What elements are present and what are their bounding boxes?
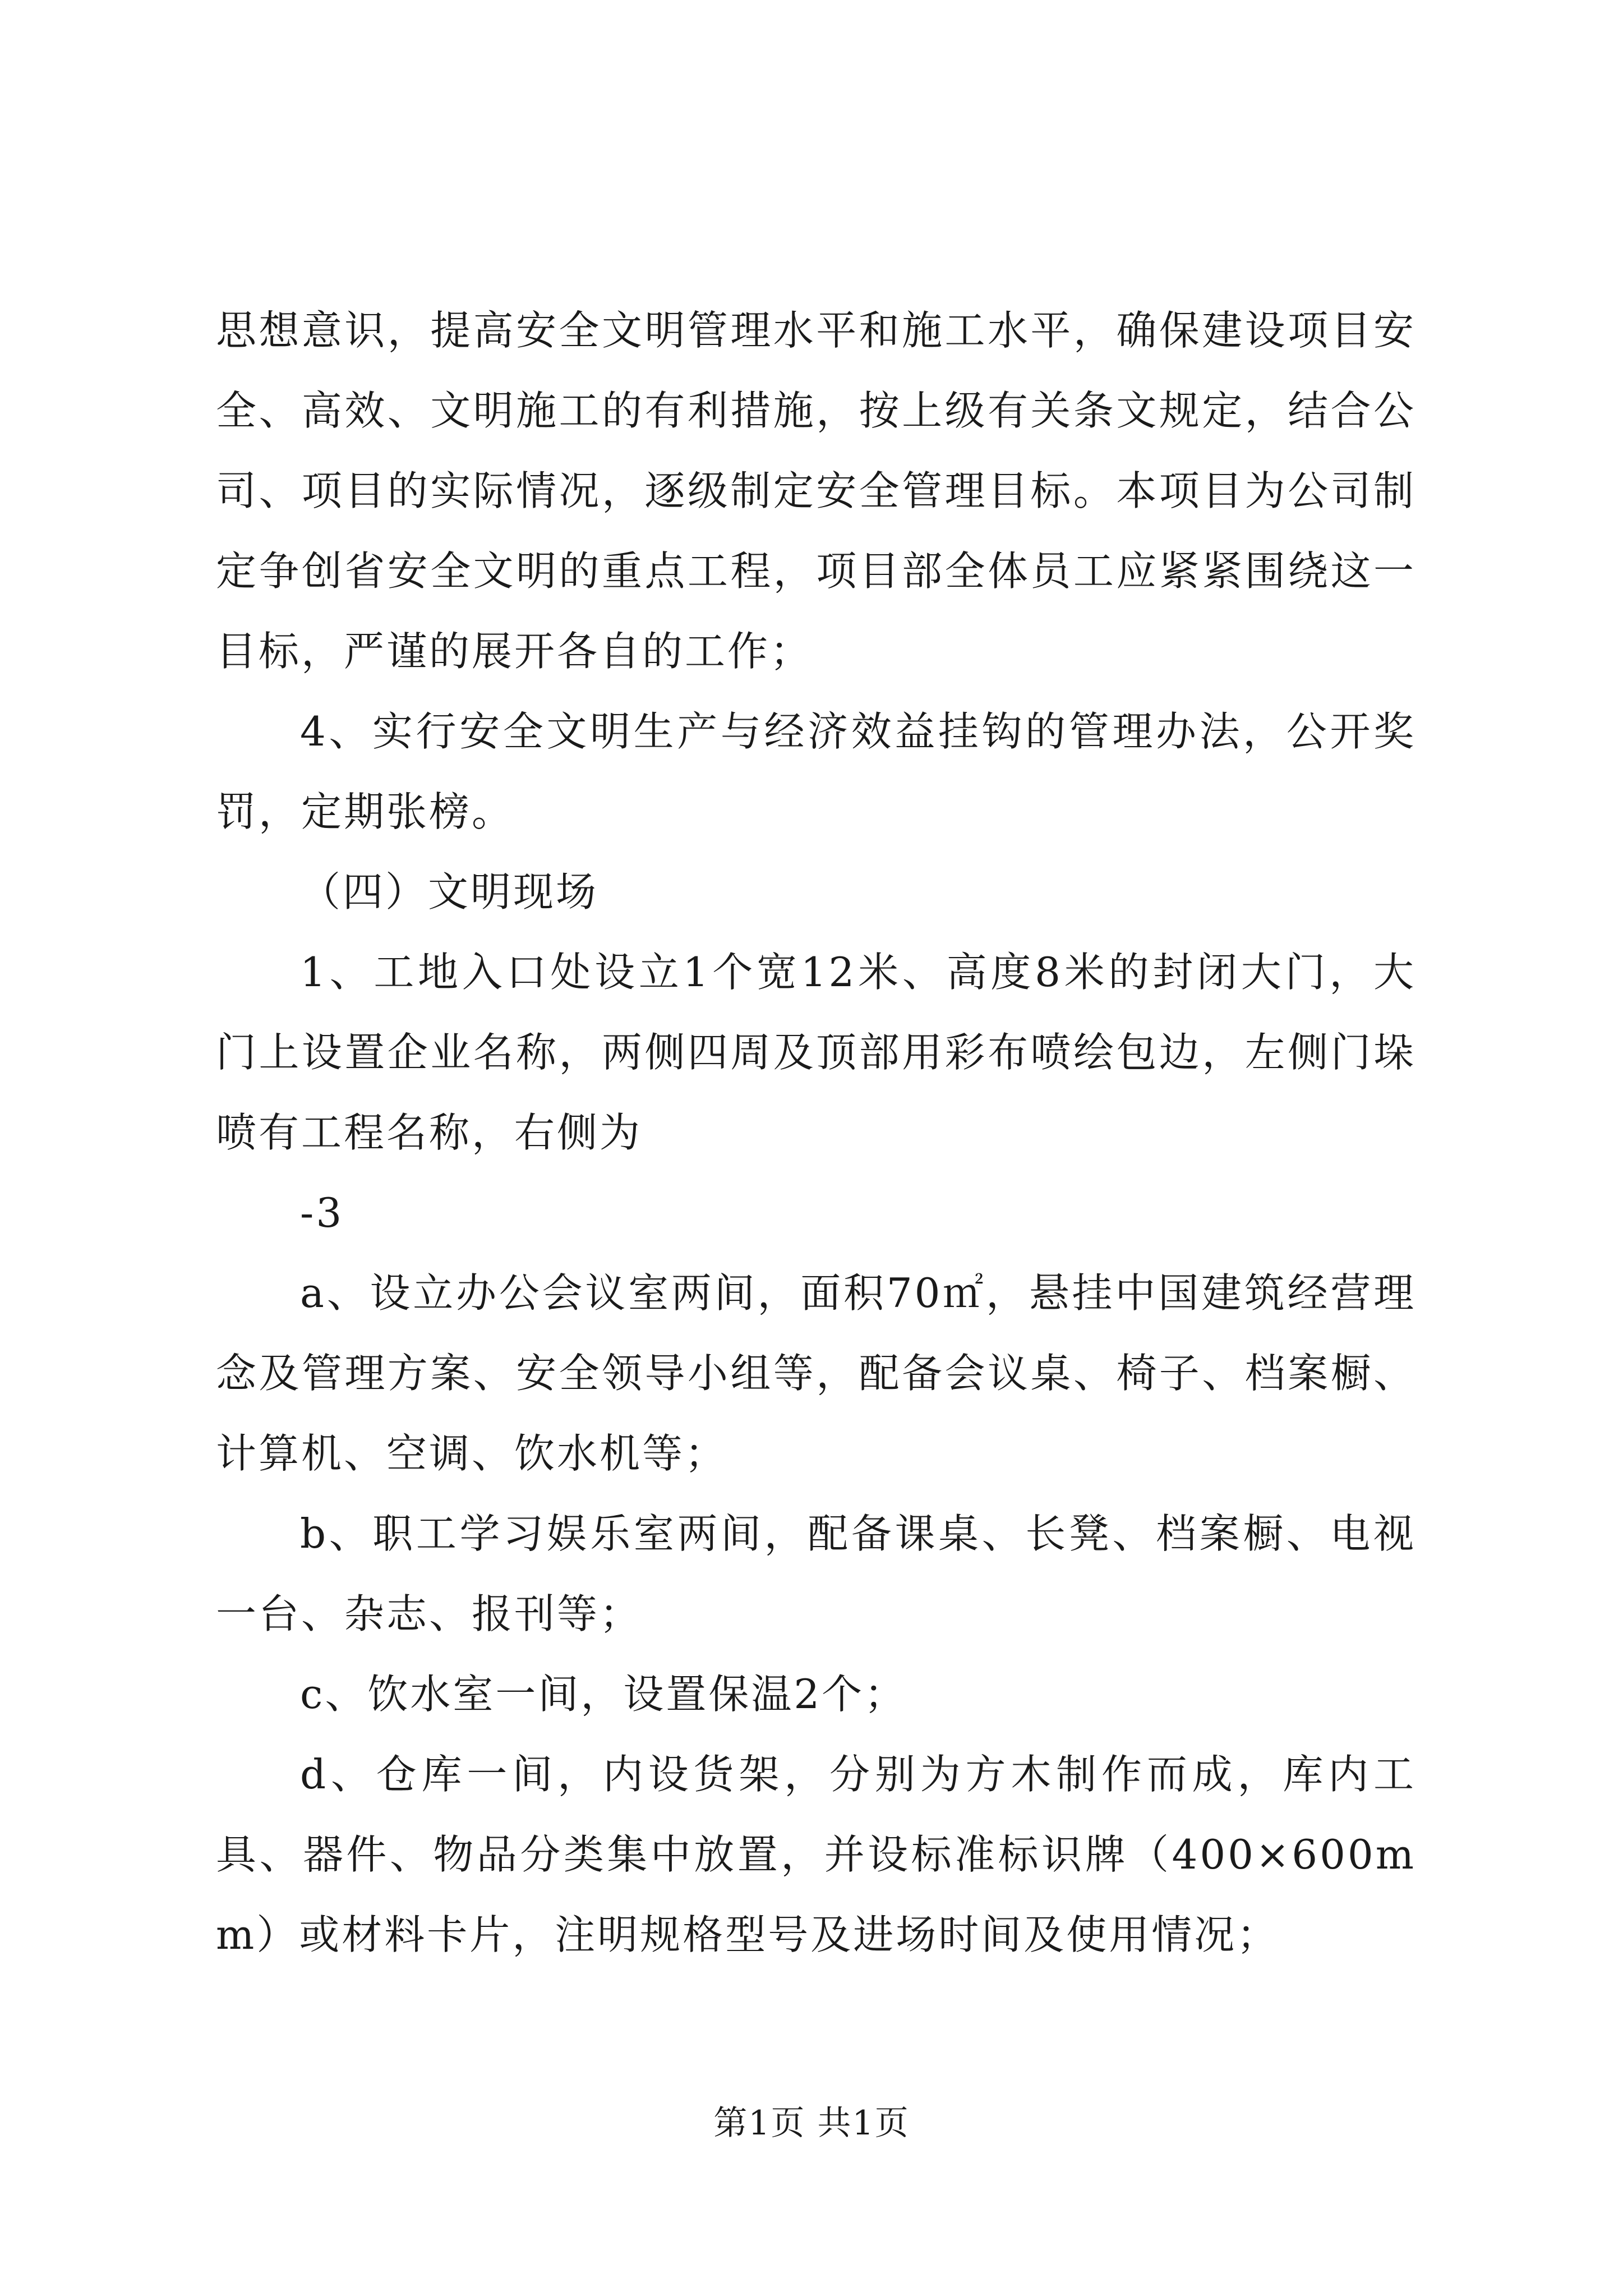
page-number-footer: 第1页 共1页 [713,2104,910,2143]
paragraph-item-a-office: a、设立办公会议室两间，面积70㎡，悬挂中国建筑经营理念及管理方案、安全领导小组等，配备会议桌、椅子、档案橱、计算机、空调、饮水机等； [216,1269,1416,1477]
document-body [216,291,1416,1975]
paragraph-item-4: 4、实行安全文明生产与经济效益挂钩的管理办法，公开奖罚，定期张榜。 [216,708,1416,835]
paragraph-item-c-water-room: c、饮水室一间，设置保温2个； [300,1671,907,1718]
section-heading-civilized-site: （四）文明现场 [300,868,599,915]
paragraph-item-1-gate: 1、工地入口处设立1个宽12米、高度8米的封闭大门，大门上设置企业名称，两侧四周及顶部用彩布喷绘包边，左侧门垛喷有工程名称，右侧为 [216,949,1416,1156]
page-marker: -3 [300,1189,344,1236]
paragraph-item-d-warehouse: d、仓库一间，内设货架，分别为方木制作而成，库内工具、器件、物品分类集中放置，并设标准标识牌（400×600mm）或材料卡片，注明规格型号及进场时间及使用情况； [216,1751,1416,1958]
paragraph-item-b-recreation: b、职工学习娱乐室两间，配备课桌、长凳、档案橱、电视一台、杂志、报刊等； [216,1510,1416,1637]
paragraph-safety-goals: 思想意识，提高安全文明管理水平和施工水平，确保建设项目安全、高效、文明施工的有利措施，按上级有关条文规定，结合公司、项目的实际情况，逐级制定安全管理目标。本项目为公司制定争创省安全文明的重点工程，项目部全体员工应紧紧围绕这一目标，严谨的展开各自的工作； [216,307,1416,675]
